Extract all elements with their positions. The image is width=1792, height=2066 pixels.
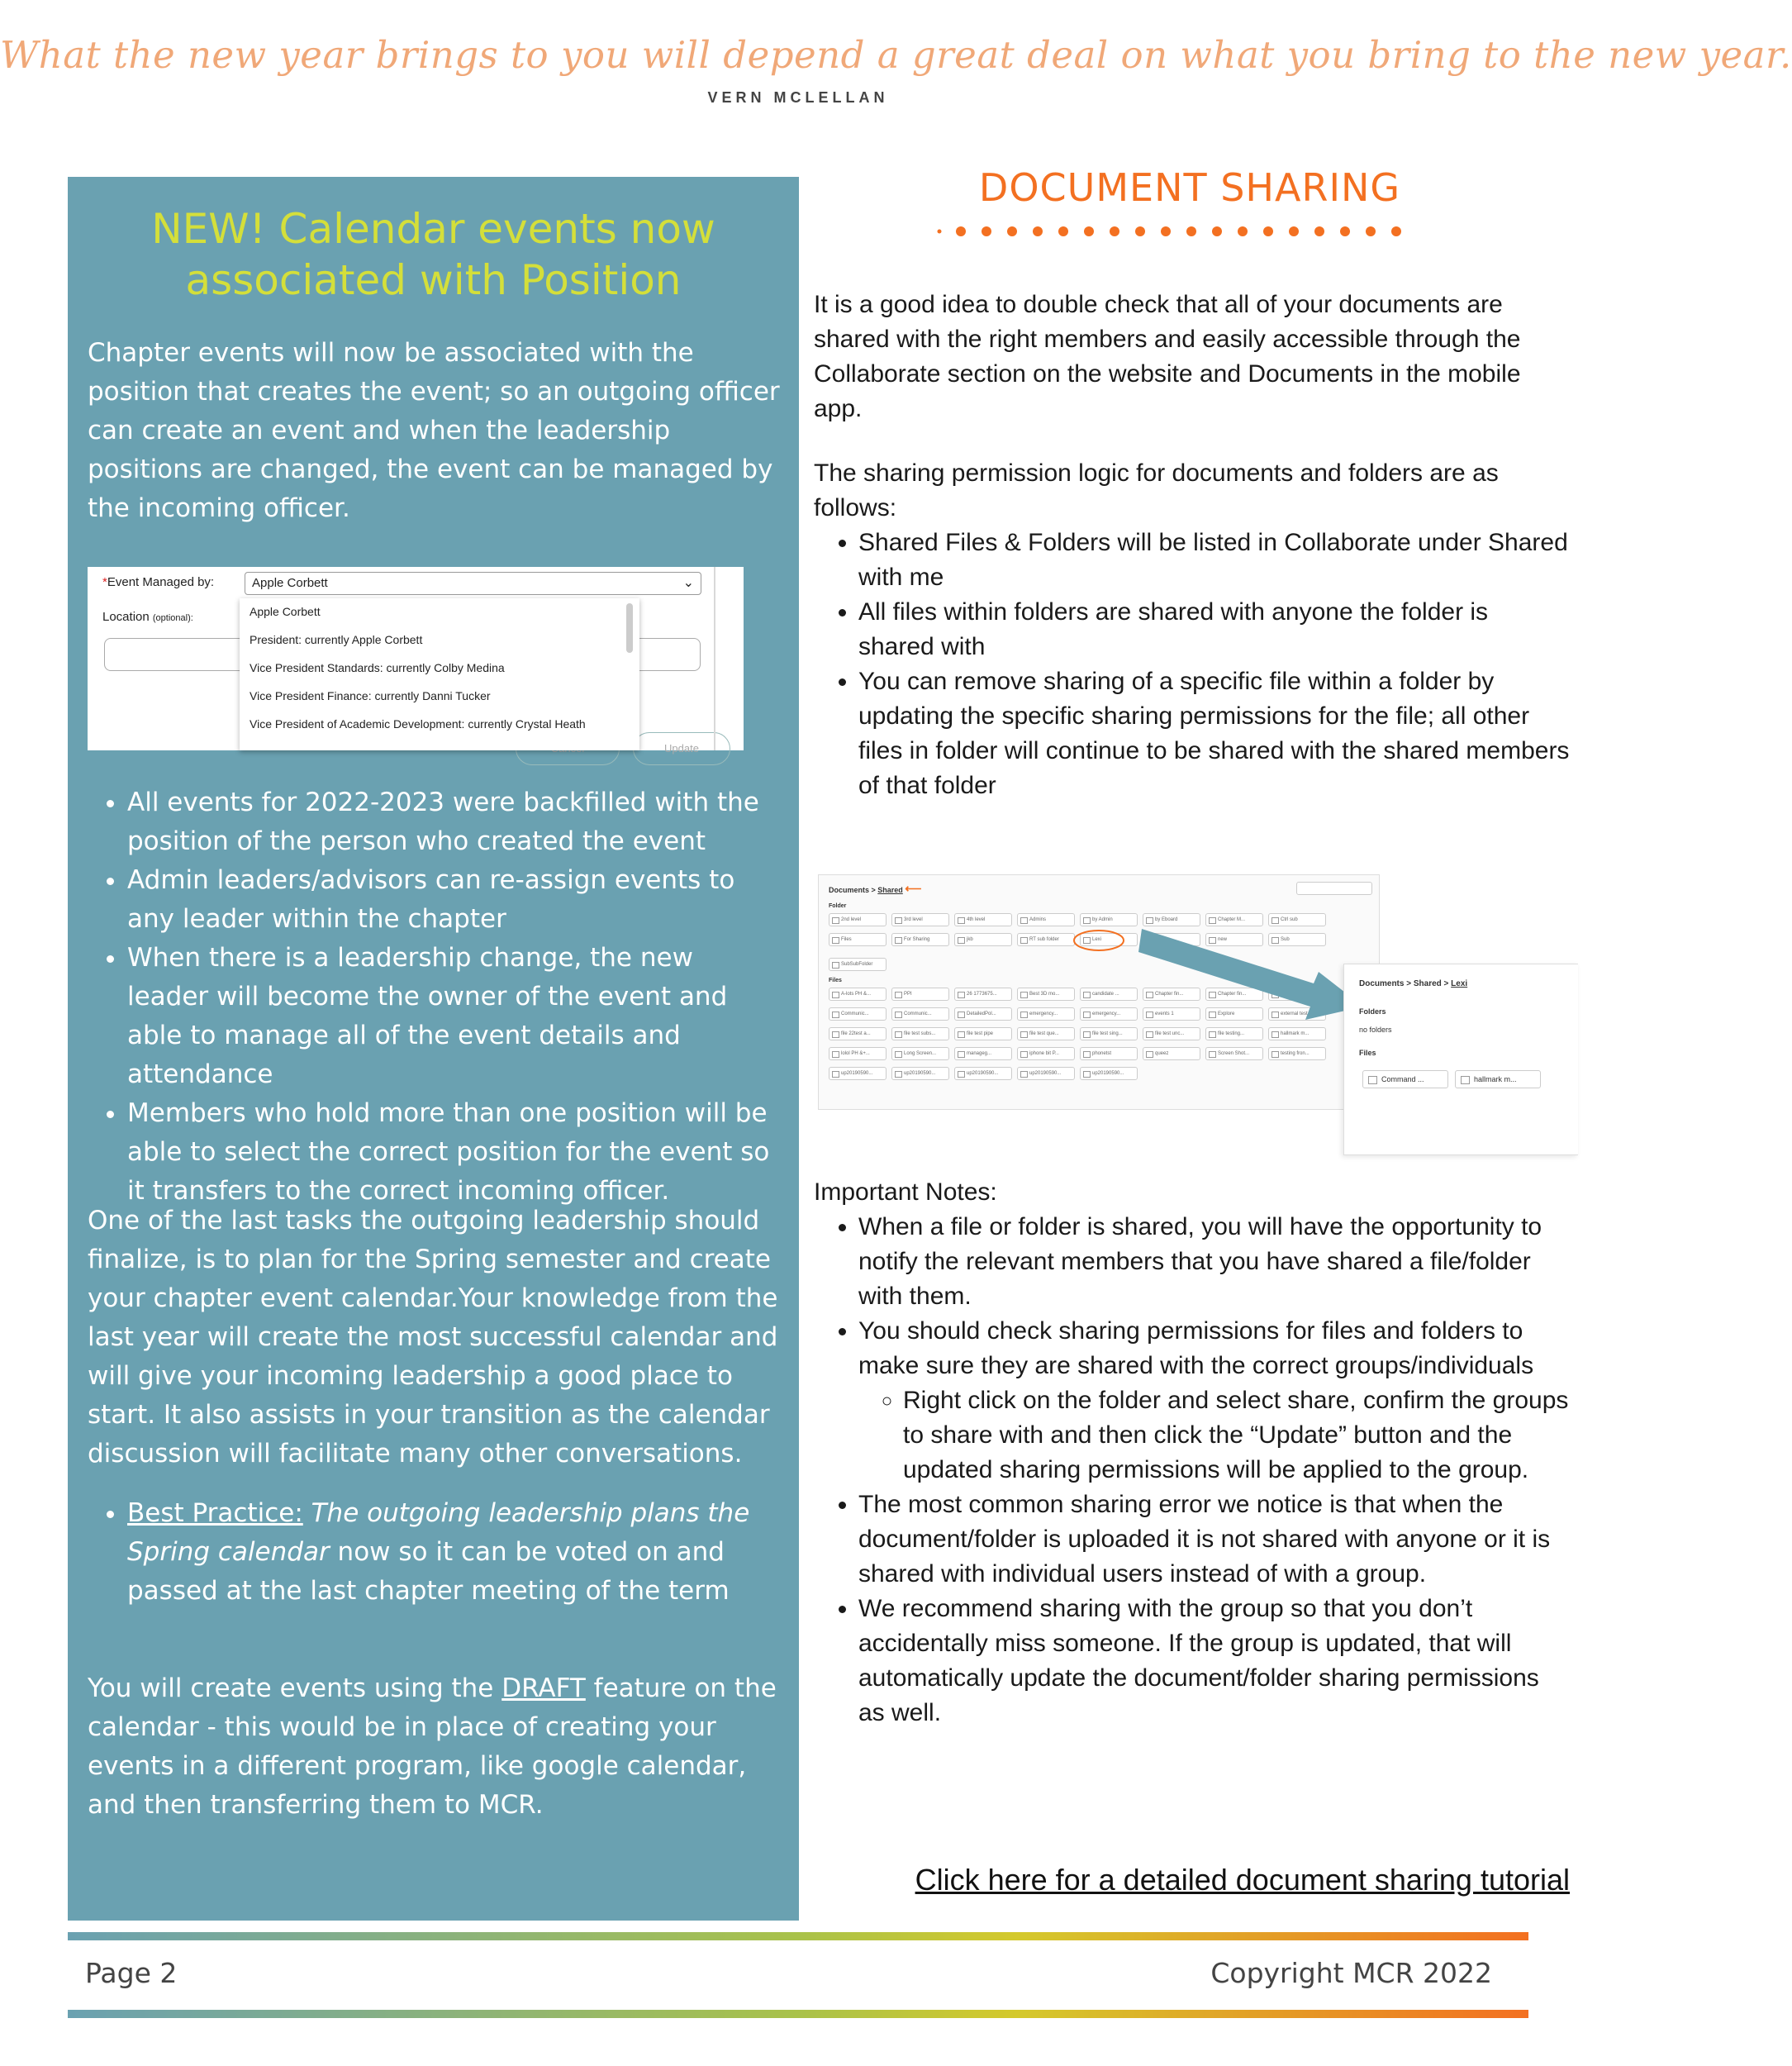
- file-chip[interactable]: hallmark m...: [1455, 1070, 1541, 1088]
- event-managed-label: *Event Managed by:: [102, 575, 215, 589]
- file-chip[interactable]: Chapter fin...: [1205, 988, 1263, 1001]
- important-notes-label: Important Notes:: [814, 1178, 997, 1206]
- folder-chip[interactable]: jkb: [954, 933, 1012, 946]
- folder-chip[interactable]: For Sharing: [891, 933, 949, 946]
- best-practice-list: [88, 1494, 782, 1611]
- file-chip[interactable]: file test que...: [1017, 1027, 1075, 1040]
- file-chip[interactable]: up20190590...: [891, 1067, 949, 1080]
- panel-title-line2: associated with Position: [185, 256, 682, 304]
- calendar-events-panel: [68, 177, 799, 1921]
- list-item: • We recommend sharing with the group so that you don’t accidentally miss someone. If the group is updated, that will automatically update the document/folder sharing permissions as well.: [858, 1592, 1570, 1730]
- intro-paragraph: Chapter events will now be associated with the position that creates the event; so an outgoing officer can create an event and when the leadership positions are changed, the event can be managed by the incoming officer.: [88, 338, 780, 523]
- sharing-logic-list: [814, 526, 1570, 803]
- file-chip[interactable]: lolol PH &+...: [829, 1047, 886, 1060]
- panel-title-line1: NEW! Calendar events now: [151, 205, 715, 253]
- folder-chip[interactable]: by Admin: [1080, 913, 1138, 926]
- file-chip[interactable]: emergency...: [1017, 1007, 1075, 1021]
- file-chip[interactable]: iphone bit P...: [1017, 1047, 1075, 1060]
- folders-section-label: Folder: [829, 903, 847, 909]
- folder-chip[interactable]: Files: [829, 933, 886, 946]
- file-chip[interactable]: Explore: [1205, 1007, 1263, 1021]
- documents-screenshot: [818, 874, 1578, 1155]
- folder-chip[interactable]: 3rd level: [891, 913, 949, 926]
- file-chip[interactable]: file test subs...: [891, 1027, 949, 1040]
- quote-author: VERN MCLELLAN: [707, 89, 889, 106]
- sub-list-item: ◦ Right click on the folder and select share, confirm the groups to share with and then click the “Update” button and the updated sharing permissions will be applied to the group.: [903, 1383, 1570, 1488]
- file-chip[interactable]: up20190590...: [954, 1067, 1012, 1080]
- detail-no-folders: no folders: [1359, 1026, 1392, 1034]
- file-chip[interactable]: queez: [1143, 1047, 1200, 1060]
- file-chip[interactable]: file test pipe: [954, 1027, 1012, 1040]
- file-chip[interactable]: 26 1773675...: [954, 988, 1012, 1001]
- file-chip[interactable]: Screen Shot...: [1205, 1047, 1263, 1060]
- file-chip[interactable]: file 22test a...: [829, 1027, 886, 1040]
- draft-paragraph: You will create events using the DRAFT feature on the calendar - this would be in place of creating your events in a different program, like google calendar, and then transferring them to MCR.: [88, 1673, 777, 1820]
- sub-list: [858, 1383, 1570, 1488]
- document-sharing-heading: DOCUMENT SHARING: [978, 165, 1401, 210]
- folder-chip[interactable]: Chapter M...: [1205, 913, 1263, 926]
- folder-chip[interactable]: new: [1205, 933, 1263, 946]
- folder-chip[interactable]: 4th level: [954, 913, 1012, 926]
- file-chip[interactable]: testing fron...: [1268, 1047, 1326, 1060]
- list-item: • When a file or folder is shared, you will have the opportunity to notify the relevant members that you have shared a file/folder with them.: [858, 1210, 1570, 1314]
- dropdown-option[interactable]: Vice President Finance: currently Danni Tucker: [250, 689, 491, 702]
- file-chip[interactable]: Chapter fin...: [1143, 988, 1200, 1001]
- file-chip[interactable]: manageg...: [954, 1047, 1012, 1060]
- important-notes-list: [814, 1210, 1570, 1730]
- folder-chip[interactable]: 2nd level: [829, 913, 886, 926]
- folder-chip[interactable]: Admins: [1017, 913, 1075, 926]
- file-chip[interactable]: up20190590...: [1017, 1067, 1075, 1080]
- quote-text: What the new year brings to you will depend a great deal on what you bring to the new year.: [0, 33, 1792, 77]
- folder-chip[interactable]: SubSubFolder: [829, 958, 886, 971]
- event-managed-screenshot: [88, 567, 744, 755]
- dropdown-option[interactable]: Vice President Standards: currently Colby Medina: [250, 661, 505, 674]
- file-chip[interactable]: A-lots PH &...: [829, 988, 886, 1001]
- file-chip[interactable]: Best 3D mo...: [1017, 988, 1075, 1001]
- event-managed-select[interactable]: Apple Corbett ⌄: [245, 572, 701, 595]
- list-item: • You should check sharing permissions for files and folders to make sure they are shared with the correct groups/individuals ◦ Right click on the folder and select share, confirm the groups to share with and then click the “Update” button and the updated sharing permissions will be applied to the group.: [858, 1314, 1570, 1488]
- file-chip[interactable]: Command ...: [1362, 1070, 1448, 1088]
- file-chip[interactable]: DetailedPol...: [954, 1007, 1012, 1021]
- files-section-label: Files: [829, 978, 842, 983]
- file-chip[interactable]: file test sing...: [1080, 1027, 1138, 1040]
- tutorial-link[interactable]: Click here for a detailed document sharing tutorial: [915, 1863, 1570, 1897]
- lexi-folder-view: [1343, 964, 1578, 1155]
- list-item: • All events for 2022-2023 were backfilled with the position of the person who created the event: [127, 783, 782, 861]
- folder-chip[interactable]: Lexi: [1080, 933, 1138, 946]
- copyright: Copyright MCR 2022: [1210, 1957, 1492, 1989]
- location-label: Location (optional):: [102, 610, 193, 624]
- best-practice-item: • Best Practice: The outgoing leadership plans the Spring calendar now so it can be voted on and passed at the last chapter meeting of the term: [127, 1494, 782, 1611]
- dotted-divider: [936, 223, 1432, 240]
- update-button[interactable]: Update: [633, 732, 730, 765]
- best-practice-label: Best Practice:: [127, 1498, 303, 1528]
- detail-breadcrumb: Documents > Shared > Lexi: [1359, 979, 1468, 988]
- file-chip[interactable]: Communic...: [829, 1007, 886, 1021]
- list-item: • When there is a leadership change, the new leader will become the owner of the event and able to manage all of the event details and attendance: [127, 939, 782, 1094]
- breadcrumb: Documents > Shared ⟵: [829, 882, 922, 895]
- file-chip[interactable]: file testing...: [1205, 1027, 1263, 1040]
- file-chip[interactable]: external test: [1268, 1007, 1326, 1021]
- folder-chip[interactable]: by Eboard: [1143, 913, 1200, 926]
- calendar-bullets: [88, 783, 782, 1211]
- list-item: • Members who hold more than one position will be able to select the correct position for the event so it transfers to the correct incoming officer.: [127, 1094, 782, 1211]
- sharing-logic-intro: The sharing permission logic for documents and folders are as follows:: [814, 459, 1499, 521]
- file-chip[interactable]: up20190590...: [1080, 1067, 1138, 1080]
- calendar-paragraph: One of the last tasks the outgoing leadership should finalize, is to plan for the Spring semester and create your chapter event calendar.Your knowledge from the last year will create the most successful calendar and will give your incoming leadership a good place to start. It also assists in your transition as the calendar discussion will facilitate many other conversations.: [88, 1206, 778, 1469]
- list-item: • Shared Files & Folders will be listed in Collaborate under Shared with me: [858, 526, 1570, 595]
- dropdown-option[interactable]: Apple Corbett: [250, 605, 321, 618]
- file-chip[interactable]: events 1: [1143, 1007, 1200, 1021]
- file-chip[interactable]: candidate ...: [1080, 988, 1138, 1001]
- chevron-down-icon: ⌄: [682, 576, 694, 590]
- dropdown-option[interactable]: Vice President of Academic Development: currently Crystal Heath: [250, 717, 586, 731]
- list-item: • Admin leaders/advisors can re-assign events to any leader within the chapter: [127, 861, 782, 939]
- list-item: • You can remove sharing of a specific file within a folder by updating the specific sharing permissions for the file; all other files in folder will continue to be shared with the shared members of that folder: [858, 664, 1570, 803]
- file-chip[interactable]: Long Screen...: [891, 1047, 949, 1060]
- detail-folders-label: Folders: [1359, 1007, 1386, 1016]
- list-item: • All files within folders are shared with anyone the folder is shared with: [858, 595, 1570, 664]
- folder-chip[interactable]: Sub: [1268, 933, 1326, 946]
- file-chip[interactable]: up20190590...: [829, 1067, 886, 1080]
- folder-chip[interactable]: Ctrl sub: [1268, 913, 1326, 926]
- file-chip[interactable]: PPI: [891, 988, 949, 1001]
- file-chip[interactable]: Communic...: [891, 1007, 949, 1021]
- footer-bottom-bar: [68, 2010, 1528, 2018]
- detail-files-label: Files: [1359, 1049, 1376, 1057]
- draft-link[interactable]: DRAFT: [501, 1673, 586, 1703]
- file-chip[interactable]: hallmark m...: [1268, 1027, 1326, 1040]
- sharing-intro: It is a good idea to double check that all of your documents are shared with the right members and easily accessible through the Collaborate section on the website and Documents in the mobile app.: [814, 291, 1521, 422]
- page-number: Page 2: [85, 1957, 178, 1989]
- list-item: • The most common sharing error we notice is that when the document/folder is uploaded it is not shared with anyone or it is shared with individual users instead of with a group.: [858, 1488, 1570, 1592]
- footer-top-bar: [68, 1932, 1528, 1940]
- file-chip[interactable]: file test unc...: [1143, 1027, 1200, 1040]
- dropdown-scrollbar[interactable]: [626, 603, 633, 653]
- folder-chip[interactable]: RT sub folder: [1017, 933, 1075, 946]
- panel-title: [68, 203, 799, 306]
- dropdown-option[interactable]: President: currently Apple Corbett: [250, 633, 423, 646]
- position-dropdown: [240, 598, 639, 750]
- pane-divider: [714, 567, 715, 750]
- file-chip[interactable]: phonetst: [1080, 1047, 1138, 1060]
- file-chip[interactable]: emergency...: [1080, 1007, 1138, 1021]
